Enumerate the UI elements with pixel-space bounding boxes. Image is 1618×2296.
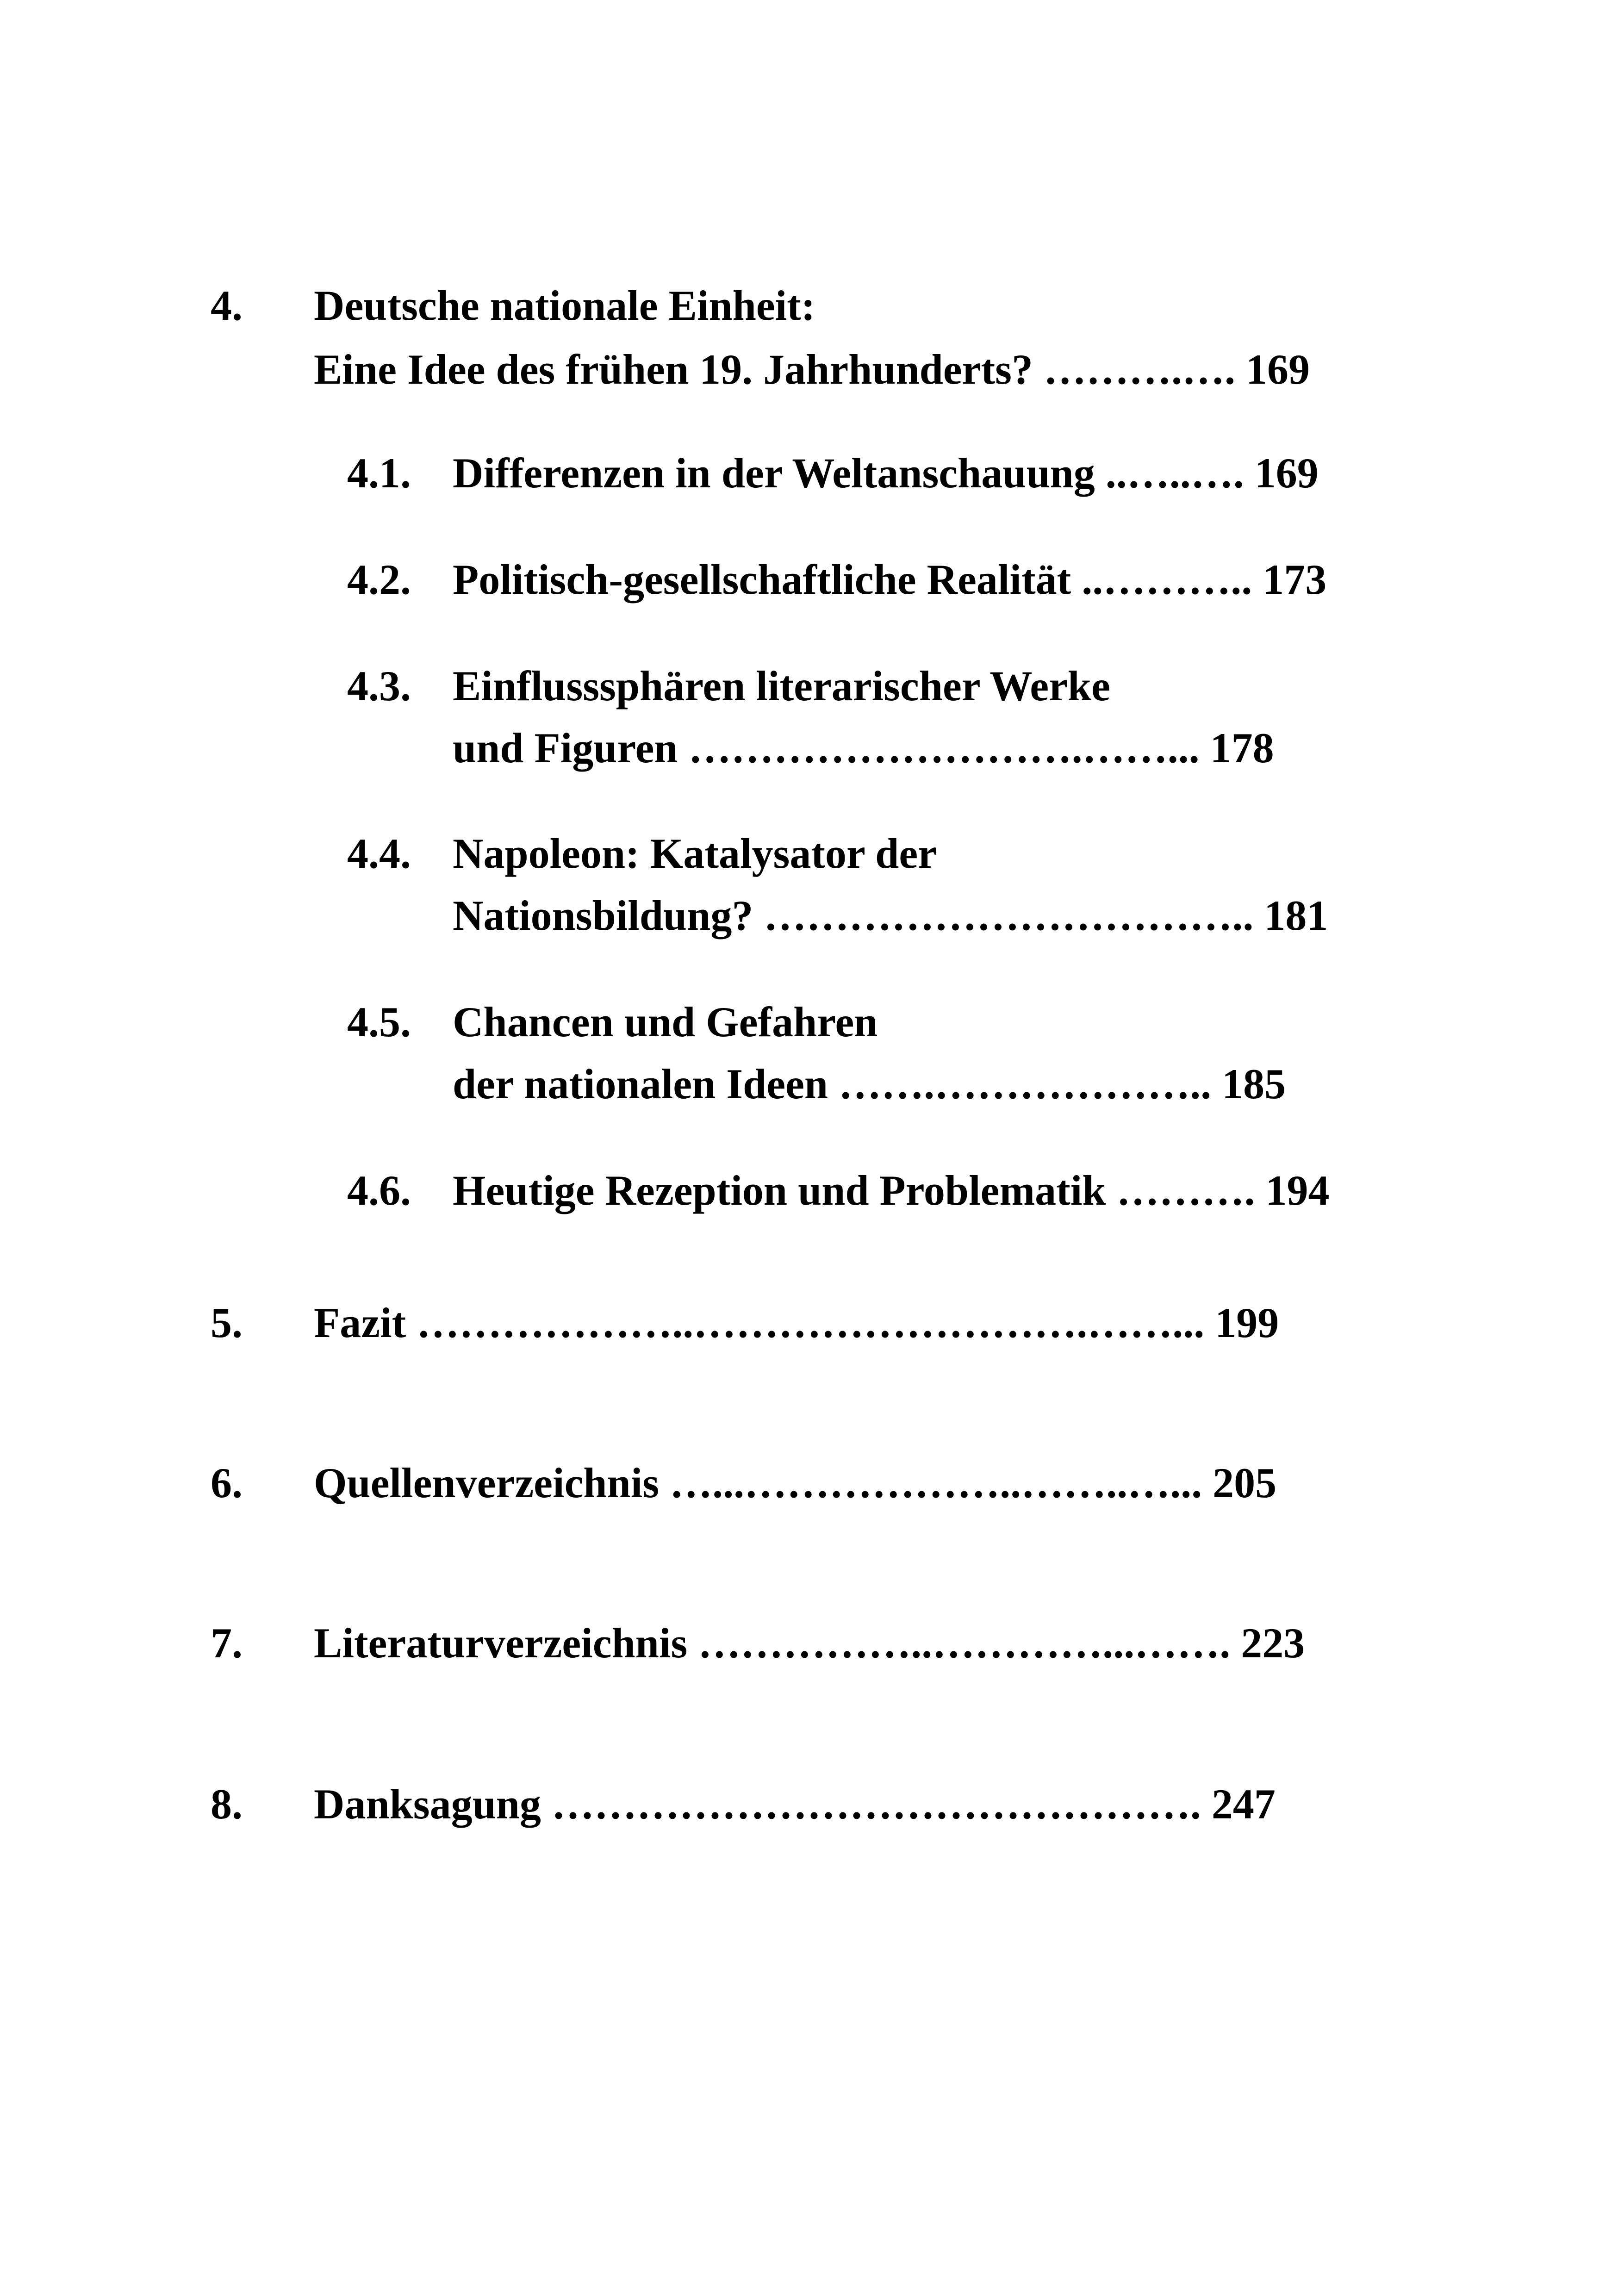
toc-title-ch5: Fazit ………………..……………………….……... 199 xyxy=(314,1299,1279,1346)
toc-number-4-4: 4.4. xyxy=(347,830,411,877)
toc-title-4-3-line2: und Figuren ……………………….……... 178 xyxy=(453,724,1274,772)
toc-number-ch5: 5. xyxy=(211,1299,243,1346)
toc-title-4-6: Heutige Rezeption und Problematik ………. 194 xyxy=(453,1167,1330,1214)
toc-number-ch8: 8. xyxy=(211,1780,243,1828)
toc-title-4-2: Politisch-gesellschaftliche Realität ..……….. 173 xyxy=(453,556,1327,603)
toc-number-4-6: 4.6. xyxy=(347,1167,411,1214)
toc-number-ch6: 6. xyxy=(211,1459,243,1506)
toc-title-4-5-line1: Chancen und Gefahren xyxy=(453,998,878,1045)
toc-title-ch4-line1: Deutsche nationale Einheit: xyxy=(314,282,815,329)
toc-number-ch4: 4. xyxy=(211,282,243,329)
toc-title-ch4-line2: Eine Idee des frühen 19. Jahrhunderts? ……….…. 169 xyxy=(314,346,1310,393)
toc-number-4-1: 4.1. xyxy=(347,449,411,497)
toc-title-ch6: Quellenverzeichnis …...………………..……..…... 205 xyxy=(314,1459,1277,1506)
toc-title-4-5-line2: der nationalen Ideen …….……………….. 185 xyxy=(453,1060,1286,1108)
toc-number-4-3: 4.3. xyxy=(347,662,411,709)
toc-title-4-4-line2: Nationsbildung? …………………………….. 181 xyxy=(453,892,1328,939)
toc-number-4-5: 4.5. xyxy=(347,998,411,1045)
toc-title-4-1: Differenzen in der Weltanschauung ..…..…. 169 xyxy=(453,449,1319,497)
toc-number-ch7: 7. xyxy=(211,1619,243,1667)
toc-title-ch7: Literaturverzeichnis ……………..…………...……. 223 xyxy=(314,1619,1305,1667)
toc-title-ch8: Danksagung ………………………………………. 247 xyxy=(314,1780,1276,1828)
toc-number-4-2: 4.2. xyxy=(347,556,411,603)
toc-title-4-4-line1: Napoleon: Katalysator der xyxy=(453,830,937,877)
toc-title-4-3-line1: Einflusssphären literarischer Werke xyxy=(453,662,1110,709)
